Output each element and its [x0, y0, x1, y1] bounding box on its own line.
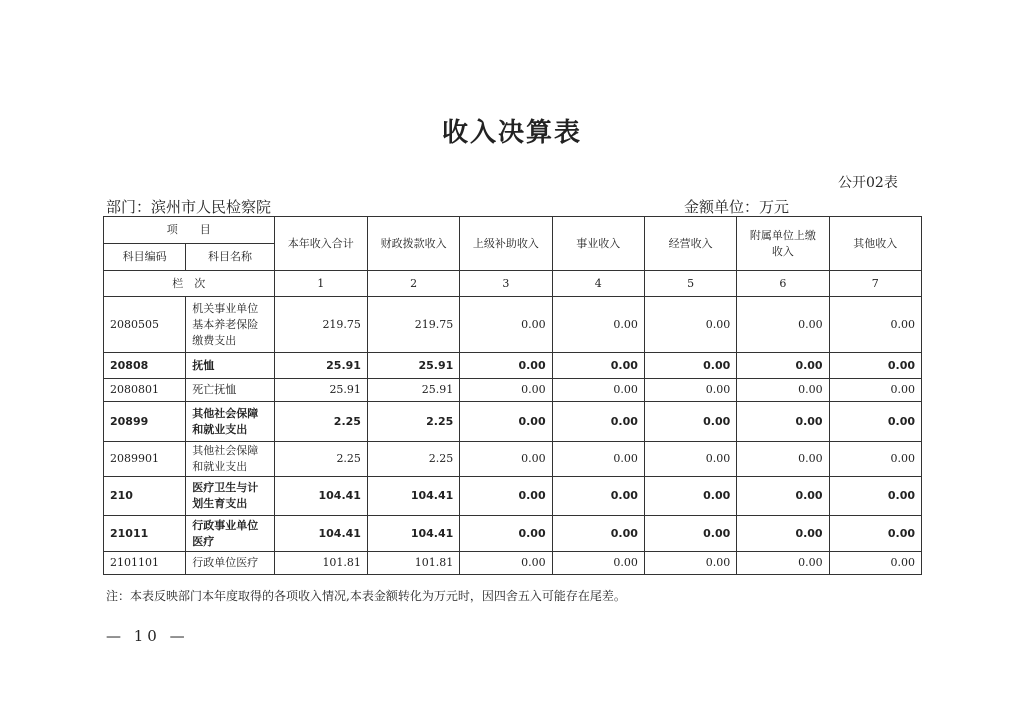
subject-code: 2089901 — [104, 442, 186, 477]
table-row — [104, 477, 922, 516]
subject-code: 21011 — [104, 516, 186, 552]
name-header: 科目名称 — [186, 244, 274, 271]
amount-cell: 25.91 — [274, 379, 367, 402]
subject-name: 行政单位医疗 — [186, 552, 274, 575]
amount-cell: 0.00 — [829, 477, 921, 516]
amount-cell: 0.00 — [552, 297, 644, 353]
amount-cell: 0.00 — [460, 379, 552, 402]
amount-cell: 0.00 — [829, 552, 921, 575]
item-header: 项 目 — [104, 217, 275, 244]
col-header-business: 事业收入 — [552, 217, 644, 271]
amount-cell: 0.00 — [829, 402, 921, 442]
table-row — [104, 442, 922, 477]
amount-cell: 104.41 — [367, 477, 459, 516]
page-number: — 10 — — [106, 627, 189, 645]
amount-cell: 2.25 — [367, 442, 459, 477]
col-num: 6 — [737, 271, 829, 297]
amount-cell: 0.00 — [737, 516, 829, 552]
col-num: 7 — [829, 271, 921, 297]
page-title: 收入决算表 — [441, 118, 582, 148]
col-num: 1 — [274, 271, 367, 297]
amount-cell: 0.00 — [737, 402, 829, 442]
subject-name: 行政事业单位医疗 — [186, 516, 274, 552]
amount-cell: 0.00 — [552, 442, 644, 477]
amount-cell: 0.00 — [737, 442, 829, 477]
amount-cell: 0.00 — [644, 516, 736, 552]
amount-cell: 104.41 — [274, 516, 367, 552]
row-label: 栏 次 — [104, 271, 275, 297]
amount-cell: 104.41 — [367, 516, 459, 552]
table-row — [104, 379, 922, 402]
subject-name: 其他社会保障和就业支出 — [186, 442, 274, 477]
subject-code: 2080505 — [104, 297, 186, 353]
amount-cell: 0.00 — [552, 402, 644, 442]
amount-cell: 0.00 — [552, 477, 644, 516]
col-header-total: 本年收入合计 — [274, 217, 367, 271]
amount-cell: 25.91 — [274, 353, 367, 379]
col-num: 3 — [460, 271, 552, 297]
amount-cell: 219.75 — [274, 297, 367, 353]
amount-cell: 0.00 — [644, 442, 736, 477]
amount-cell: 0.00 — [829, 442, 921, 477]
amount-cell: 0.00 — [460, 297, 552, 353]
amount-cell: 0.00 — [644, 297, 736, 353]
table-row — [104, 516, 922, 552]
amount-cell: 0.00 — [460, 516, 552, 552]
subject-name: 死亡抚恤 — [186, 379, 274, 402]
table-row — [104, 402, 922, 442]
col-header-operating: 经营收入 — [644, 217, 736, 271]
subject-code: 20808 — [104, 353, 186, 379]
amount-unit-label: 金额单位：万元 — [684, 198, 790, 216]
subject-code: 210 — [104, 477, 186, 516]
column-number-row — [104, 271, 922, 297]
amount-cell: 0.00 — [737, 353, 829, 379]
amount-cell: 0.00 — [737, 379, 829, 402]
amount-cell: 0.00 — [460, 353, 552, 379]
amount-cell: 0.00 — [829, 353, 921, 379]
table-row — [104, 552, 922, 575]
amount-cell: 0.00 — [460, 402, 552, 442]
amount-cell: 101.81 — [274, 552, 367, 575]
amount-cell: 0.00 — [460, 442, 552, 477]
subject-name: 抚恤 — [186, 353, 274, 379]
amount-cell: 0.00 — [552, 379, 644, 402]
subject-code: 2101101 — [104, 552, 186, 575]
col-num: 5 — [644, 271, 736, 297]
footnote: 注：本表反映部门本年度取得的各项收入情况,本表金额转化为万元时，因四舍五入可能存在尾差。 — [106, 589, 626, 603]
amount-cell: 0.00 — [644, 353, 736, 379]
amount-cell: 0.00 — [737, 297, 829, 353]
col-num: 2 — [367, 271, 459, 297]
amount-cell: 0.00 — [644, 379, 736, 402]
amount-cell: 2.25 — [274, 442, 367, 477]
col-header-affiliated: 附属单位上缴收入 — [737, 217, 829, 271]
amount-cell: 25.91 — [367, 379, 459, 402]
col-header-superior-subsidy: 上级补助收入 — [460, 217, 552, 271]
col-header-fiscal: 财政拨款收入 — [367, 217, 459, 271]
amount-cell: 0.00 — [552, 516, 644, 552]
amount-cell: 101.81 — [367, 552, 459, 575]
amount-cell: 219.75 — [367, 297, 459, 353]
header-row-1 — [104, 217, 922, 244]
amount-cell: 0.00 — [552, 552, 644, 575]
amount-cell: 0.00 — [460, 552, 552, 575]
amount-cell: 0.00 — [644, 402, 736, 442]
table-row — [104, 297, 922, 353]
amount-cell: 2.25 — [367, 402, 459, 442]
col-header-other: 其他收入 — [829, 217, 921, 271]
income-table — [103, 216, 922, 575]
subject-name: 机关事业单位基本养老保险缴费支出 — [186, 297, 274, 353]
amount-cell: 0.00 — [829, 516, 921, 552]
department-label: 部门：滨州市人民检察院 — [106, 198, 272, 216]
amount-cell: 0.00 — [644, 552, 736, 575]
subject-code: 20899 — [104, 402, 186, 442]
amount-cell: 0.00 — [644, 477, 736, 516]
col-num: 4 — [552, 271, 644, 297]
amount-cell: 0.00 — [829, 379, 921, 402]
amount-cell: 0.00 — [552, 353, 644, 379]
subject-name: 医疗卫生与计划生育支出 — [186, 477, 274, 516]
subject-code: 2080801 — [104, 379, 186, 402]
amount-cell: 0.00 — [737, 477, 829, 516]
amount-cell: 0.00 — [829, 297, 921, 353]
amount-cell: 25.91 — [367, 353, 459, 379]
amount-cell: 104.41 — [274, 477, 367, 516]
amount-cell: 2.25 — [274, 402, 367, 442]
form-code: 公开02表 — [838, 175, 898, 191]
subject-name: 其他社会保障和就业支出 — [186, 402, 274, 442]
table-row — [104, 353, 922, 379]
amount-cell: 0.00 — [460, 477, 552, 516]
code-header: 科目编码 — [104, 244, 186, 271]
amount-cell: 0.00 — [737, 552, 829, 575]
